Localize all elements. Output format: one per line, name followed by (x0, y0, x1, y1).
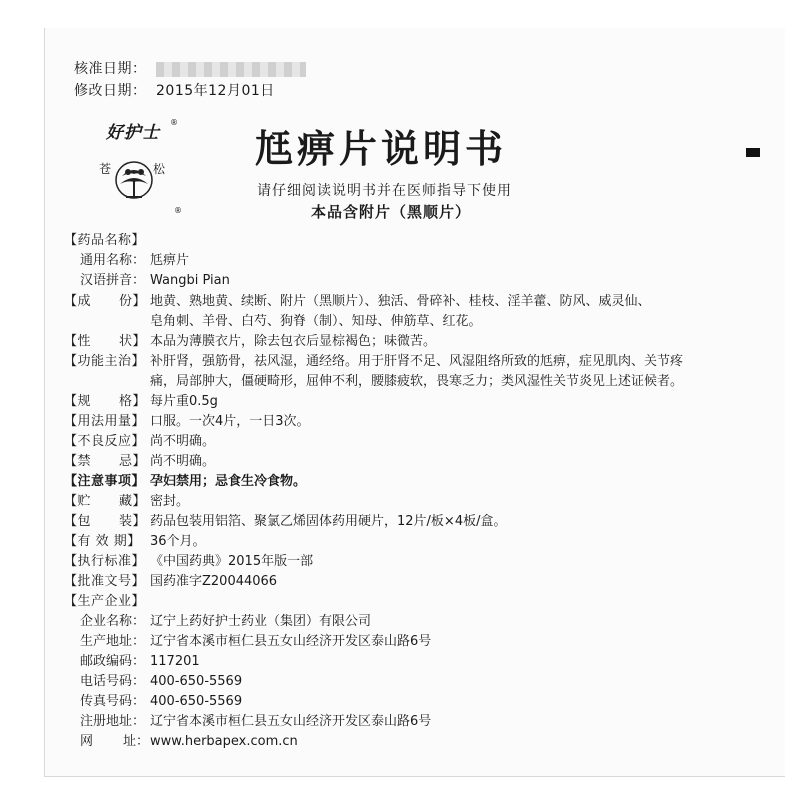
approval-no-value: 国药准字Z20044066 (150, 574, 278, 589)
logo-char-right: 松 (153, 162, 166, 176)
contra-label: 【禁 忌】 (64, 454, 147, 469)
approval-date-row (74, 58, 306, 78)
adverse-value: 尚不明确。 (150, 434, 216, 449)
brand-name: 好护士 (106, 123, 160, 143)
website-link[interactable]: www.herbapex.com.cn (150, 734, 298, 749)
prod-address-label: 生产地址： (80, 634, 146, 649)
package-label: 【包 装】 (64, 514, 147, 529)
revision-date-value: 2015年12月01日 (156, 83, 275, 99)
validity-value: 36个月。 (150, 534, 206, 549)
registered-mark: ® (170, 118, 178, 127)
contra-value: 尚不明确。 (150, 454, 216, 469)
company-name-value: 辽宁上药好护士药业（集团）有限公司 (150, 614, 372, 629)
revision-date-row (74, 80, 275, 100)
registered-mark-bottom: ® (174, 206, 182, 215)
indications-label: 【功能主治】 (64, 354, 146, 369)
precautions-value: 孕妇禁用；忌食生冷食物。 (150, 474, 307, 489)
indications-line-1: 补肝肾，强筋骨，祛风湿，通经络。用于肝肾不足、风湿阻络所致的尪痹，症见肌肉、关节疼 (150, 354, 684, 369)
indications-line-2: 痛，局部肿大，僵硬畸形，屈伸不利，腰膝疲软，畏寒乏力；类风湿性关节炎见上述证候者。 (150, 374, 684, 389)
approval-date-redacted (156, 62, 306, 77)
character-label: 【性 状】 (64, 334, 147, 349)
postcode-label: 邮政编码： (80, 654, 146, 669)
common-name-value: 尪痹片 (150, 253, 190, 268)
dosage-label: 【用法用量】 (64, 414, 146, 429)
document-title: 尪痹片说明书 (255, 127, 508, 171)
revision-date-label: 修改日期： (74, 83, 147, 99)
spec-label: 【规 格】 (64, 394, 147, 409)
validity-label: 【有 效 期】 (64, 534, 141, 549)
phone-value: 400-650-5569 (150, 674, 243, 689)
brand-logo (96, 118, 188, 218)
storage-value: 密封。 (150, 494, 190, 509)
standard-label: 【执行标准】 (64, 554, 146, 569)
ingredients-line-1: 地黄、熟地黄、续断、附片（黑顺片）、独活、骨碎补、桂枝、淫羊藿、防风、威灵仙、 (150, 294, 651, 309)
pine-tree-icon (114, 150, 154, 210)
drug-name-label: 【药品名称】 (64, 233, 146, 248)
fax-label: 传真号码： (80, 694, 146, 709)
ingredients-line-2: 皂角刺、羊骨、白芍、狗脊（制）、知母、伸筋草、红花。 (150, 314, 482, 329)
prod-address-value: 辽宁省本溪市桓仁县五女山经济开发区泰山路6号 (150, 634, 432, 649)
edge-mark (746, 148, 760, 157)
storage-label: 【贮 藏】 (64, 494, 147, 509)
common-name-label: 通用名称： (80, 253, 146, 268)
logo-char-left: 苍 (99, 162, 112, 176)
approval-no-label: 【批准文号】 (64, 574, 146, 589)
package-value: 药品包装用铝箔、聚氯乙烯固体药用硬片，12片/板×4板/盒。 (150, 514, 507, 529)
website-label: 网 址： (80, 734, 150, 749)
postcode-value: 117201 (150, 654, 200, 669)
usage-notice: 请仔细阅读说明书并在医师指导下使用 (257, 183, 512, 199)
precautions-label: 【注意事项】 (64, 474, 146, 489)
reg-address-label: 注册地址： (80, 714, 146, 729)
fax-value: 400-650-5569 (150, 694, 243, 709)
dosage-value: 口服。一次4片，一日3次。 (150, 414, 310, 429)
pinyin-value: Wangbi Pian (150, 273, 230, 288)
spec-value: 每片重0.5g (150, 394, 218, 409)
phone-label: 电话号码： (80, 674, 146, 689)
ingredients-label: 【成 份】 (64, 294, 147, 309)
contains-notice: 本品含附片（黑顺片） (311, 203, 472, 221)
approval-date-label: 核准日期： (74, 61, 147, 77)
company-name-label: 企业名称： (80, 614, 146, 629)
character-value: 本品为薄膜衣片，除去包衣后显棕褐色；味微苦。 (150, 334, 437, 349)
adverse-label: 【不良反应】 (64, 434, 146, 449)
standard-value: 《中国药典》2015年版一部 (150, 554, 314, 569)
pinyin-label: 汉语拼音： (80, 273, 146, 288)
manufacturer-label: 【生产企业】 (64, 594, 146, 609)
reg-address-value: 辽宁省本溪市桓仁县五女山经济开发区泰山路6号 (150, 714, 432, 729)
